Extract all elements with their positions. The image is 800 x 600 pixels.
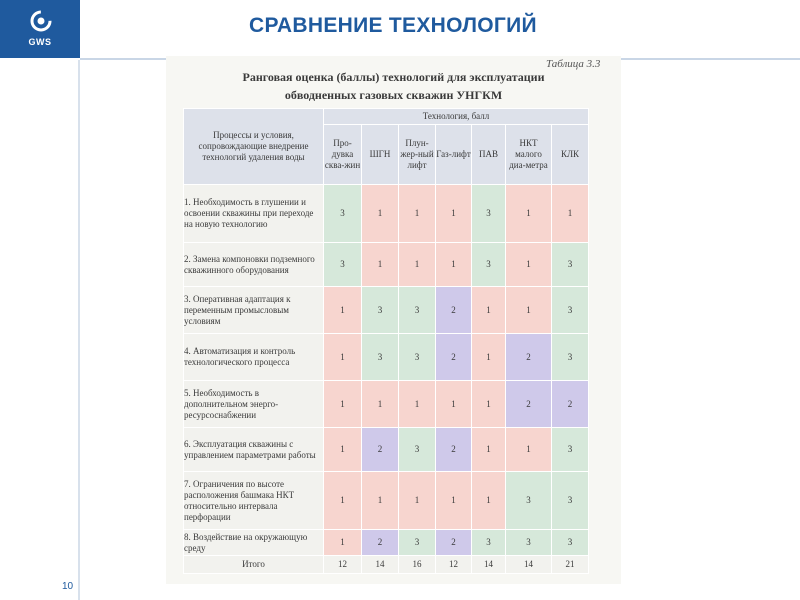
score-cell: 1 <box>324 334 362 381</box>
score-cell: 2 <box>362 530 399 556</box>
score-cell: 2 <box>436 428 472 472</box>
total-label: Итого <box>184 556 324 574</box>
score-cell: 2 <box>436 334 472 381</box>
technology-group-header: Технология, балл <box>324 109 589 125</box>
score-cell: 1 <box>552 185 589 243</box>
score-cell: 1 <box>436 243 472 287</box>
table-row <box>184 243 589 287</box>
caption-line-1: Ранговая оценка (баллы) технологий для эксплуатации <box>242 70 545 84</box>
process-label: 2. Замена компоновки подземного скважинного оборудования <box>184 243 324 287</box>
scanned-table-page <box>166 56 621 584</box>
side-divider <box>78 60 80 600</box>
score-cell: 3 <box>506 472 552 530</box>
ranking-table-body <box>184 185 589 556</box>
score-cell: 3 <box>399 428 436 472</box>
score-cell: 3 <box>399 530 436 556</box>
score-cell: 1 <box>399 381 436 428</box>
total-cell: 12 <box>436 556 472 574</box>
process-label: 7. Ограничения по высоте расположения башмака НКТ относительно интервала перфорации <box>184 472 324 530</box>
table-number: Таблица 3.3 <box>546 58 601 70</box>
score-cell: 1 <box>506 287 552 334</box>
tech-header-plunger-lift: Плун-жер-ный лифт <box>399 125 436 185</box>
score-cell: 1 <box>472 428 506 472</box>
score-cell: 1 <box>399 243 436 287</box>
score-cell: 2 <box>506 381 552 428</box>
score-cell: 2 <box>362 428 399 472</box>
score-cell: 3 <box>472 185 506 243</box>
score-cell: 1 <box>324 287 362 334</box>
score-cell: 1 <box>472 334 506 381</box>
total-cell: 21 <box>552 556 589 574</box>
score-cell: 3 <box>324 243 362 287</box>
score-cell: 1 <box>506 243 552 287</box>
score-cell: 1 <box>436 472 472 530</box>
caption-line-2: обводненных газовых скважин УНГКМ <box>284 88 503 102</box>
slide-title: СРАВНЕНИЕ ТЕХНОЛОГИЙ <box>249 14 537 37</box>
table-row <box>184 428 589 472</box>
score-cell: 3 <box>552 428 589 472</box>
total-cell: 14 <box>506 556 552 574</box>
tech-header-small-tubing: НКТ малого диа-метра <box>506 125 552 185</box>
table-caption <box>166 68 621 104</box>
ranking-table <box>183 108 589 574</box>
score-cell: 1 <box>324 428 362 472</box>
score-cell: 1 <box>472 381 506 428</box>
score-cell: 2 <box>552 381 589 428</box>
score-cell: 1 <box>362 185 399 243</box>
score-cell: 1 <box>362 243 399 287</box>
score-cell: 2 <box>506 334 552 381</box>
score-cell: 1 <box>399 185 436 243</box>
score-cell: 1 <box>324 472 362 530</box>
score-cell: 1 <box>506 185 552 243</box>
total-cell: 14 <box>472 556 506 574</box>
total-cell: 14 <box>362 556 399 574</box>
table-row <box>184 381 589 428</box>
score-cell: 3 <box>362 287 399 334</box>
process-label: 1. Необходимость в глушении и освоении скважины при переходе на новую технологию <box>184 185 324 243</box>
score-cell: 3 <box>552 243 589 287</box>
score-cell: 3 <box>399 334 436 381</box>
score-cell: 1 <box>324 381 362 428</box>
score-cell: 1 <box>436 185 472 243</box>
table-row <box>184 287 589 334</box>
score-cell: 3 <box>552 334 589 381</box>
score-cell: 3 <box>552 472 589 530</box>
score-cell: 1 <box>472 472 506 530</box>
score-cell: 1 <box>436 381 472 428</box>
total-cell: 12 <box>324 556 362 574</box>
total-cell: 16 <box>399 556 436 574</box>
score-cell: 3 <box>324 185 362 243</box>
score-cell: 2 <box>436 287 472 334</box>
process-label: 6. Эксплуатация скважины с управлением параметрами работы <box>184 428 324 472</box>
score-cell: 3 <box>552 287 589 334</box>
tech-header-shgn: ШГН <box>362 125 399 185</box>
process-label: 3. Оперативная адаптация к переменным промысловым условиям <box>184 287 324 334</box>
score-cell: 1 <box>399 472 436 530</box>
tech-header-pav: ПАВ <box>472 125 506 185</box>
score-cell: 3 <box>472 243 506 287</box>
tech-header-blowdown: Про-дувка сква-жин <box>324 125 362 185</box>
score-cell: 1 <box>472 287 506 334</box>
score-cell: 2 <box>436 530 472 556</box>
tech-header-gas-lift: Газ-лифт <box>436 125 472 185</box>
company-logo <box>0 0 80 58</box>
process-column-header: Процессы и условия, сопровождающие внедрение технологий удаления воды <box>184 109 324 185</box>
process-label: 4. Автоматизация и контроль технологического процесса <box>184 334 324 381</box>
process-label: 8. Воздействие на окружающую среду <box>184 530 324 556</box>
logo-text: GWS <box>28 37 52 47</box>
table-row <box>184 185 589 243</box>
score-cell: 3 <box>399 287 436 334</box>
process-label: 5. Необходимость в дополнительном энерго-ресурсоснабжении <box>184 381 324 428</box>
table-row <box>184 334 589 381</box>
score-cell: 3 <box>472 530 506 556</box>
page-number: 10 <box>62 581 74 592</box>
score-cell: 1 <box>324 530 362 556</box>
logo-swirl-icon <box>30 10 52 32</box>
score-cell: 1 <box>362 381 399 428</box>
score-cell: 1 <box>362 472 399 530</box>
score-cell: 3 <box>552 530 589 556</box>
table-row <box>184 530 589 556</box>
score-cell: 1 <box>506 428 552 472</box>
score-cell: 3 <box>362 334 399 381</box>
table-row <box>184 472 589 530</box>
totals-row <box>184 556 589 574</box>
tech-header-klk: КЛК <box>552 125 589 185</box>
score-cell: 3 <box>506 530 552 556</box>
